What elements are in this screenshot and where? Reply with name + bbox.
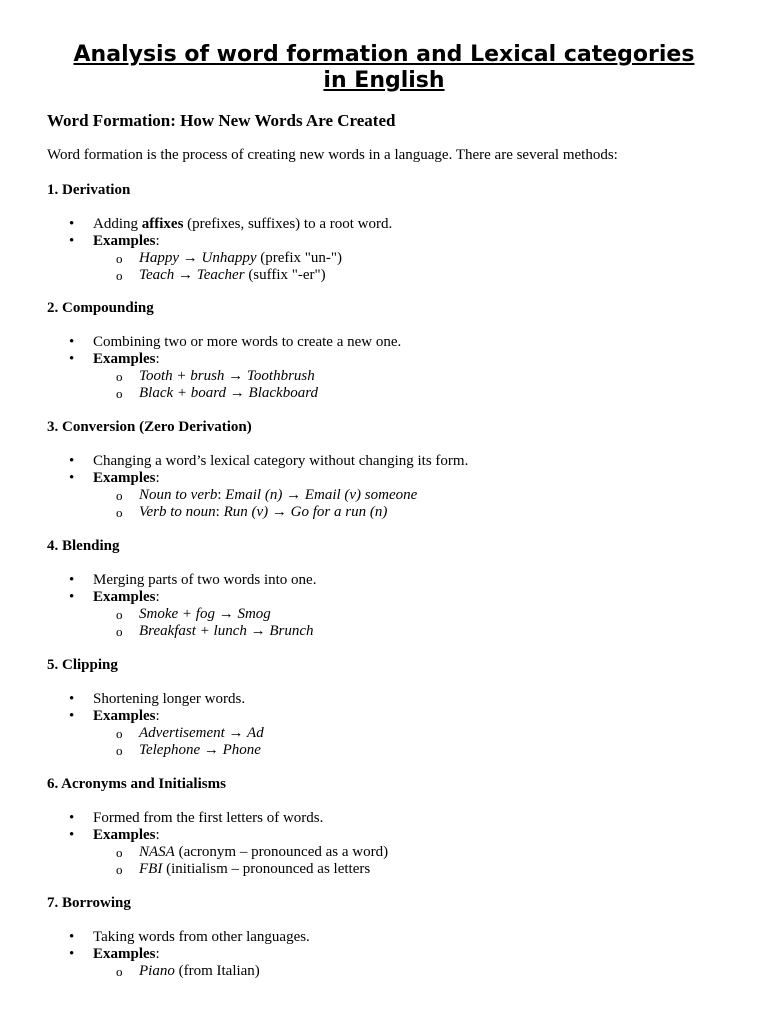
example-item: o Breakfast + lunch → Brunch <box>47 623 727 640</box>
example-item: o Teach → Teacher (suffix "-er") <box>47 267 727 284</box>
section-subtitle: Word Formation: How New Words Are Created <box>47 111 396 130</box>
list-item: • Examples: <box>47 470 727 487</box>
section-heading: 3. Conversion (Zero Derivation) <box>47 419 252 435</box>
example-item: o Advertisement → Ad <box>47 725 727 742</box>
section-clipping <box>47 657 727 759</box>
list-item: • Examples: <box>47 827 727 844</box>
section-blending <box>47 538 727 640</box>
list-item: • Formed from the first letters of words. <box>47 810 727 827</box>
list-item: • Merging parts of two words into one. <box>47 572 727 589</box>
example-item: o Verb to noun: Run (v) → Go for a run (n) <box>47 504 727 521</box>
section-conversion <box>47 419 727 521</box>
section-heading: 6. Acronyms and Initialisms <box>47 776 226 792</box>
section-derivation <box>47 182 727 284</box>
example-item: o Noun to verb: Email (n) → Email (v) someone <box>47 487 727 504</box>
section-heading: 4. Blending <box>47 538 120 554</box>
example-item: o FBI (initialism – pronounced as letters <box>47 861 727 878</box>
section-heading: 1. Derivation <box>47 182 131 198</box>
example-item: o Telephone → Phone <box>47 742 727 759</box>
section-acronyms <box>47 776 727 878</box>
example-item: o Piano (from Italian) <box>47 963 727 980</box>
section-heading: 2. Compounding <box>47 300 154 316</box>
list-item: • Adding affixes (prefixes, suffixes) to a root word. <box>47 216 727 233</box>
section-heading: 5. Clipping <box>47 657 118 673</box>
example-item: o Black + board → Blackboard <box>47 385 727 402</box>
title-line-1: Analysis of word formation and Lexical categories <box>73 42 695 67</box>
list-item: • Examples: <box>47 233 727 250</box>
list-item: • Examples: <box>47 351 727 368</box>
example-item: o Happy → Unhappy (prefix "un-") <box>47 250 727 267</box>
list-item: • Examples: <box>47 589 727 606</box>
example-item: o Smoke + fog → Smog <box>47 606 727 623</box>
section-borrowing <box>47 895 727 980</box>
list-item: • Shortening longer words. <box>47 691 727 708</box>
list-item: • Examples: <box>47 708 727 725</box>
intro-paragraph: Word formation is the process of creating new words in a language. There are several methods: <box>47 147 618 163</box>
list-item: • Taking words from other languages. <box>47 929 727 946</box>
example-item: o NASA (acronym – pronounced as a word) <box>47 844 727 861</box>
example-item: o Tooth + brush → Toothbrush <box>47 368 727 385</box>
document-title <box>40 42 728 94</box>
list-item: • Changing a word’s lexical category without changing its form. <box>47 453 727 470</box>
title-line-2: in English <box>323 68 445 93</box>
section-heading: 7. Borrowing <box>47 895 131 911</box>
list-item: • Examples: <box>47 946 727 963</box>
section-compounding <box>47 300 727 402</box>
list-item: • Combining two or more words to create a new one. <box>47 334 727 351</box>
